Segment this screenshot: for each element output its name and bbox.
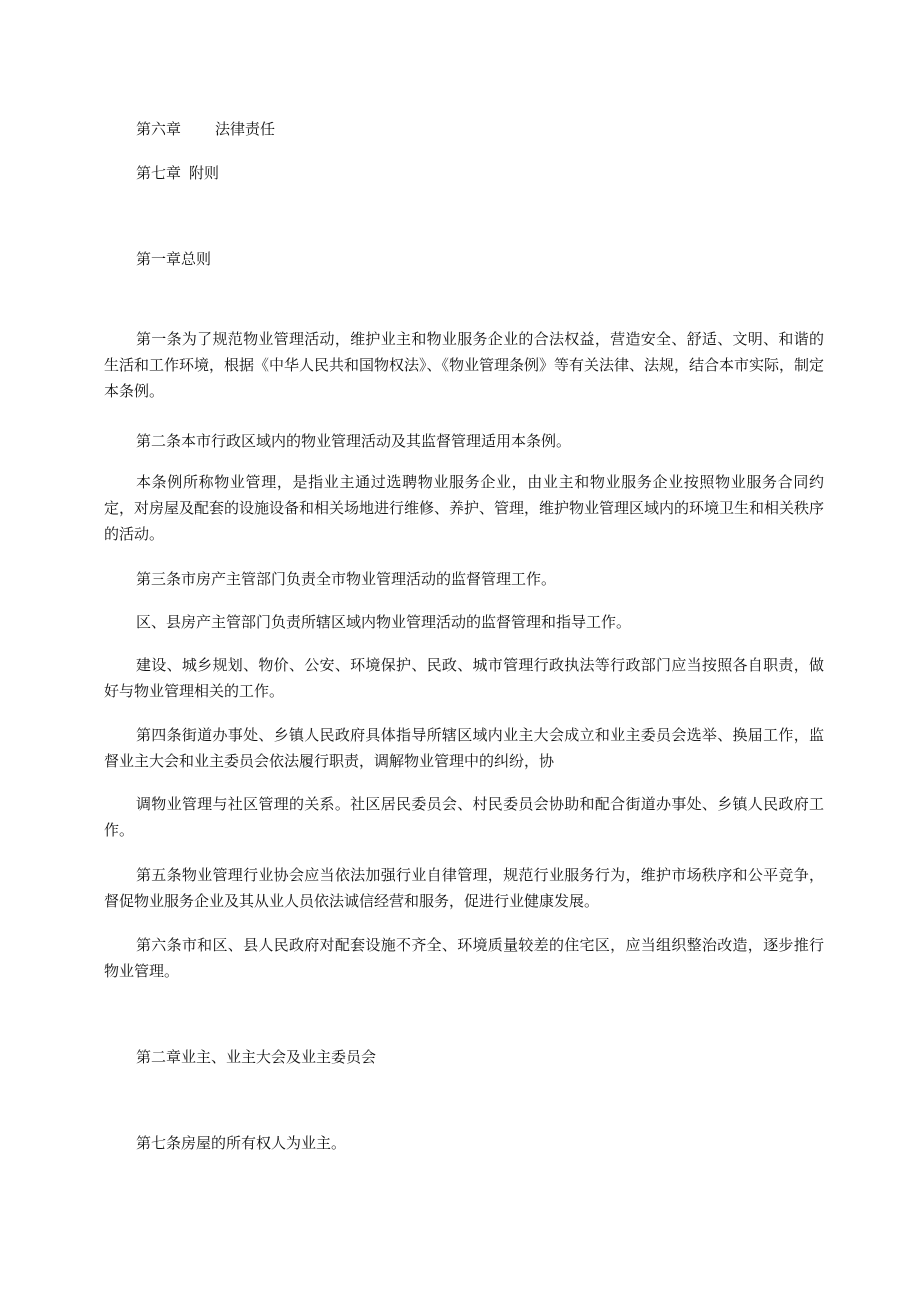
article-6: 第六条市和区、县人民政府对配套设施不齐全、环境质量较差的住宅区，应当组织整治改造，逐步推行物业管理。 — [104, 936, 824, 980]
chapter-2-heading: 第二章业主、业主大会及业主委员会 — [136, 1048, 377, 1066]
toc-chapter-7-number: 第七章 — [136, 164, 182, 182]
toc-chapter-6 — [136, 119, 275, 139]
article-7: 第七条房屋的所有权人为业主。 — [136, 1134, 347, 1152]
article-4-paragraph-2: 调物业管理与社区管理的关系。社区居民委员会、村民委员会协助和配合街道办事处、乡镇人民政府工作。 — [104, 795, 824, 839]
article-3-paragraph-2: 区、县房产主管部门负责所辖区域内物业管理活动的监督管理和指导工作。 — [136, 613, 632, 631]
article-1: 第一条为了规范物业管理活动，维护业主和物业服务企业的合法权益，营造安全、舒适、文明、和谐的生活和工作环境，根据《中华人民共和国物权法》、《物业管理条例》等有关法律、法规，结合本市实际，制定本条例。 — [104, 330, 825, 400]
chapter-1-heading: 第一章总则 — [136, 250, 212, 268]
article-3-paragraph-3: 建设、城乡规划、物价、公安、环境保护、民政、城市管理行政执法等行政部门应当按照各自职责，做好与物业管理相关的工作。 — [104, 656, 824, 700]
article-2-paragraph-2: 本条例所称物业管理，是指业主通过选聘物业服务企业，由业主和物业服务企业按照物业服务合同约定，对房屋及配套的设施设备和相关场地进行维修、养护、管理，维护物业管理区域内的环境卫生和相关秩序的活动。 — [104, 473, 825, 543]
toc-chapter-6-title: 法律责任 — [215, 120, 276, 138]
toc-chapter-7-title: 附则 — [189, 164, 220, 182]
article-3: 第三条市房产主管部门负责全市物业管理活动的监督管理工作。 — [136, 570, 557, 588]
toc-chapter-7 — [136, 163, 219, 183]
article-2: 第二条本市行政区域内的物业管理活动及其监督管理适用本条例。 — [136, 432, 572, 450]
article-4: 第四条街道办事处、乡镇人民政府具体指导所辖区域内业主大会成立和业主委员会选举、换届工作，监督业主大会和业主委员会依法履行职责，调解物业管理中的纠纷，协 — [104, 726, 824, 770]
article-5: 第五条物业管理行业协会应当依法加强行业自律管理，规范行业服务行为，维护市场秩序和公平竞争，督促物业服务企业及其从业人员依法诚信经营和服务，促进行业健康发展。 — [104, 866, 824, 910]
toc-chapter-6-number: 第六章 — [136, 120, 182, 138]
